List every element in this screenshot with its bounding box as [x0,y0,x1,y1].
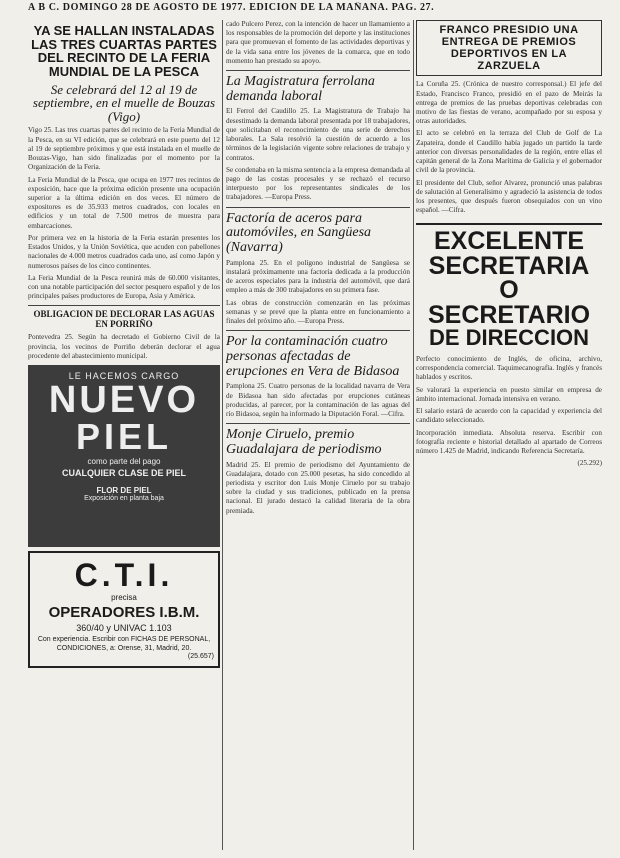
ad-requirements: Incorporación inmediata. Absoluta reserva. Escribir con fotografía reciente e historial detallado al apartado de Correos número 1.425 de Madrid, indicando Referencia Secretaría. [416,428,602,455]
framed-headline: FRANCO PRESIDIO UNA ENTREGA DE PREMIOS DEPORTIVOS EN LA ZARZUELA [416,20,602,76]
column-left [28,20,220,672]
section-rule [226,330,410,331]
ad-top-line: LE HACEMOS CARGO [68,370,180,381]
article-paragraph: cado Pulcero Perez, con la intención de hacer un llamamiento a los responsables de la promoción del deporte y las instituciones para que promuevan el fomento de las actividades deportivas y de la vida sana entre los jóvenes de la comarca, que en todo momento han prestado su apoyo. [226,20,410,65]
section-rule [28,305,220,306]
story-headline: La Magistratura ferrolana demanda laboral [226,74,375,104]
column-right [416,20,602,471]
fur-advertisement [28,365,220,547]
ad-line: CUALQUIER CLASE DE PIEL [61,467,186,478]
article-paragraph: Vigo 25. Las tres cuartas partes del recinto de la Feria Mundial de la Pesca, en su VI edición, que se celebrará en este puerto del 12 al 19 de septiembre próximos y que está instalada en el muelle de Bouzas-Vigo, han sido finalizadas por el momento por la Organización de la Feria. [28,126,220,172]
ad-ref: (25.657) [187,653,214,661]
article-paragraph: Por primera vez en la historia de la Feria estarán presentes los Estados Unidos, y la Unión Soviética, que acuden con pabellones nacionales de 4.000 metros cuadrados cada uno, así como Japón y numerosos países de los cinco continentes. [28,233,220,270]
article-paragraph: La Coruña 25. (Crónica de nuestro corresponsal.) El jefe del Estado, Francisco Franco, presidió en el pazo de Meirás la entrega de premios de las pruebas deportivas celebradas con motivo de las fiestas de verano, acompañado por su esposa y otras autoridades. [416,80,602,126]
ad-requirements: El salario estará de acuerdo con la capacidad y experiencia del candidato seleccionado. [416,407,602,425]
article-paragraph: Madrid 25. El premio de periodismo del Ayuntamiento de Guadalajara, dotado con 25.000 pesetas, ha sido concedido al periodista y escritor don Luis Monje Ciruelo por su trabajo sobre la ciudad y sus tradiciones, publicado en la prensa nacional. El jurado destacó la calidad literaria de la obra premiada. [226,460,410,515]
ad-requirements: Se valorará la experiencia en puesto similar en empresa de ámbito internacional. Jornada intensiva en verano. [416,385,602,403]
column-divider [222,20,223,850]
ad-ref: (25.292) [577,459,602,468]
article-paragraph: Pamplona 25. Cuatro personas de la localidad navarra de Vera de Bidasoa han sido afectadas por erupciones cutáneas producidas, al parecer, por la contaminación de las aguas del río Bidasoa, según ha informado la Diputación Foral. —Cifra. [226,382,410,418]
story-headline: Monje Ciruelo, premio Guadalajara de periodismo [226,427,382,457]
article-paragraph: La Feria Mundial de la Pesca, que ocupa en 1977 tres recintos de exposición, hace que la próxima edición presente una ocupación superior a la última edición en dos veces. El número de expositores es de 35.933 metros cuadrados, con locales en edificios y un total de 7.500 metros de muestra para embarcaciones. [28,175,220,230]
column-divider [413,20,414,850]
brief-paragraph: Pontevedra 25. Según ha decretado el Gobierno Civil de la provincia, los vecinos de Porriño deberán declorar el agua procedente del abastecimiento municipal. [28,333,220,360]
article-paragraph: Las obras de construcción comenzarán en las próximas semanas y se prevé que la planta entre en funcionamiento a finales del próximo año. —Europa Press. [226,298,410,326]
ad-role: OPERADORES I.B.M. [48,603,200,621]
ad-requirements: Perfecto conocimiento de Inglés, de oficina, archivo, correspondencia comercial. Taquimecanografía. Inglés y francés hablados y escritos. [416,354,602,382]
section-rule [226,207,410,208]
main-subheadline: Se celebrará del 12 al 19 de septiembre, en el muelle de Bouzas (Vigo) [32,81,216,124]
ad-title-line: DE DIRECCION [428,325,590,351]
section-rule [416,223,602,225]
cti-advertisement [28,551,220,668]
story-headline: Por la contaminación cuatro personas afectadas de erupciones en Vera de Bidasoa [226,334,400,379]
ad-company-name: C.T.I. [74,556,174,593]
story-headline: Factoría de aceros para automóviles, en Sangüesa (Navarra) [226,210,372,256]
section-rule [226,423,410,424]
ad-big-word: PIEL [75,415,172,457]
article-paragraph: La Feria Mundial de la Pesca reunirá más de 60.000 visitantes, con una notable participación del sector pesquero español y de los principales países productores de Europa, Asia y América. [28,273,220,301]
article-paragraph: El Ferrol del Caudillo 25. La Magistratura de Trabajo ha desestimado la demanda laboral presentada por 18 trabajadores, que solicitaban el reconocimiento de una serie de derechos laborales. La Sala resolvió la cuestión de acuerdo a los términos de la legislación vigente sobre relaciones de trabajo y contratos. [226,107,410,162]
main-headline: YA SE HALLAN INSTALADAS LAS TRES CUARTAS PARTES DEL RECINTO DE LA FERIA MUNDIAL DE LA PESCA [31,23,217,79]
ad-big-word: NUEVO [48,378,200,421]
brief-headline: OBLIGACION DE DECLORAR LAS AGUAS EN PORRIÑO [33,309,215,329]
page-header: A B C. DOMINGO 28 DE AGOSTO DE 1977. EDICION DE LA MAÑANA. PAG. 27. [28,2,435,13]
ad-footer: FLOR DE PIEL [96,485,152,495]
ad-title-line: O [499,276,519,305]
secretary-advertisement [416,229,602,349]
ad-line: como parte del pago [87,456,161,466]
ad-title-line: EXCELENTE [433,227,585,256]
ad-title-line: SECRETARIO [427,300,591,329]
section-rule [226,70,410,71]
article-paragraph: El presidente del Club, señor Alvarez, pronunció unas palabras de salutación al Generalísimo y agradeció la asistencia de todos los presentes, que después fueron obsequiados con un vino español. —Cifra. [416,178,602,215]
article-paragraph: Pamplona 25. En el polígono industrial de Sangüesa se instalará próximamente una factoría dedicada a la producción de aceros especiales para la industria del automóvil, que dará empleo a más de 300 trabajadores en su primera fase. [226,258,410,295]
ad-title-line: SECRETARIA [428,251,590,280]
article-paragraph: El acto se celebró en la terraza del Club de Golf de La Zapateira, donde el Caudillo había jugado un partido la tarde anterior con diversas personalidades de la región, entre ellas el capitán general de la Zona Marítima de Galicia y el gobernador civil de la provincia. [416,129,602,175]
ad-line: precisa [111,592,137,602]
article-paragraph: Se condenaba en la misma sentencia a la empresa demandada al pago de las costas procesales y se rechazó el recurso interpuesto por los representantes sindicales de los trabajadores. —Europa Press. [226,165,410,202]
ad-detail: Con experiencia. Escribir con FICHAS DE PERSONAL, CONDICIONES, a: Orense, 31, Madrid, 20. [37,635,211,653]
ad-line: 360/40 y UNIVAC 1.103 [76,622,172,633]
column-middle [226,20,410,519]
ad-footer: Exposición en planta baja [84,494,164,502]
